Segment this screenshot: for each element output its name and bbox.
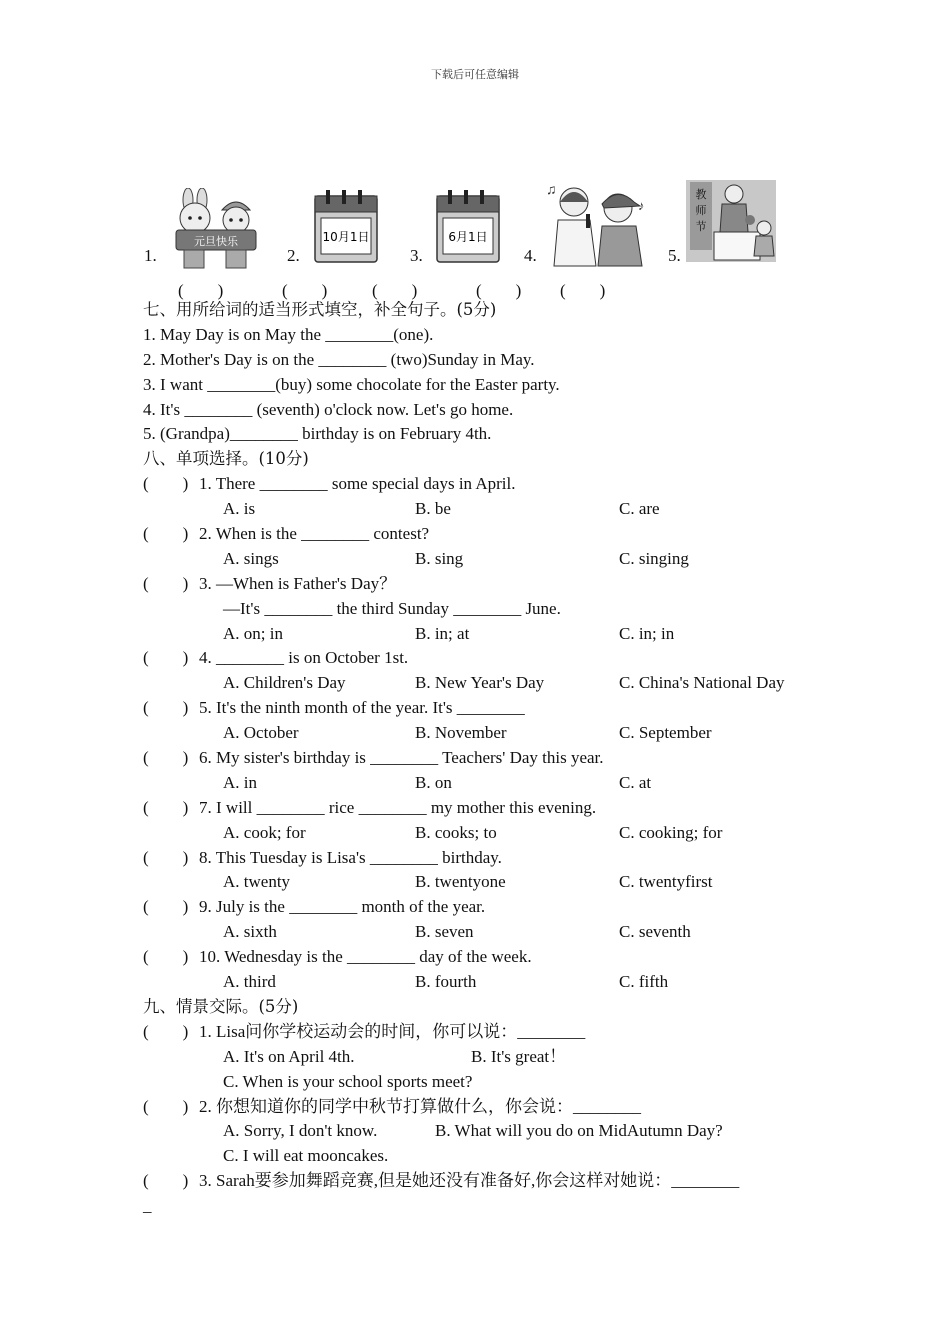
option-b: B. on	[415, 772, 452, 792]
question-text: 9. July is the ________ month of the year.	[199, 897, 486, 917]
worksheet-body	[143, 298, 823, 1219]
option-b: B. in; at	[415, 623, 470, 643]
question-text: 3. Sarah要参加舞蹈竞赛,但是她还没有准备好,你会这样对她说：________	[199, 1171, 740, 1191]
option-a: A. It's on April 4th.	[223, 1046, 355, 1066]
s9-question-2	[143, 1095, 823, 1120]
option-c: C. China's National Day	[619, 673, 785, 693]
s7-item-4: 4. It's ________ (seventh) o'clock now. Let's go home.	[143, 399, 514, 419]
calendar-date: 6月1日	[448, 230, 488, 244]
s7-item-2: 2. Mother's Day is on the ________ (two)Sunday in May.	[143, 349, 535, 369]
answer-blank[interactable]: ( )	[143, 524, 189, 544]
s7-item-3: 3. I want ________(buy) some chocolate for the Easter party.	[143, 374, 560, 394]
question-text: 4. ________ is on October 1st.	[199, 648, 409, 668]
s8-q5-options	[143, 721, 823, 746]
svg-text:♫: ♫	[546, 183, 557, 198]
s8-question-5	[143, 696, 823, 721]
option-c: C. are	[619, 499, 660, 519]
s9-q2-option-c: C. I will eat mooncakes.	[223, 1146, 389, 1166]
option-c: C. seventh	[619, 922, 691, 942]
s8-q3-options	[143, 622, 823, 647]
picture-number-3: 3.	[410, 246, 423, 265]
s9-q1-option-c: C. When is your school sports meet?	[223, 1071, 473, 1091]
answer-blank[interactable]: ( )	[143, 847, 189, 867]
s8-q6-options	[143, 771, 823, 796]
question-text: 5. It's the ninth month of the year. It's ________	[199, 698, 525, 718]
s8-question-1	[143, 472, 823, 497]
s7-item-1: 1. May Day is on May the ________(one).	[143, 324, 434, 344]
s8-q9-options	[143, 920, 823, 945]
question-text: 3. —When is Father's Day？	[199, 573, 397, 593]
s8-q10-options	[143, 970, 823, 995]
answer-blank[interactable]: ( )	[143, 698, 189, 718]
board-char-3: 节	[695, 220, 707, 233]
option-b: B. sing	[415, 548, 464, 568]
s8-q1-options	[143, 497, 823, 522]
option-c: C. cooking; for	[619, 822, 723, 842]
s8-question-3-line-2: —It's ________ the third Sunday ________ June.	[223, 598, 561, 618]
section-7-title: 七、用所给词的适当形式填空，补全句子。(5分)	[143, 300, 497, 319]
option-a: A. third	[223, 972, 276, 992]
question-text: 8. This Tuesday is Lisa's ________ birthday.	[199, 847, 502, 867]
page-header: 下载后可任意编辑	[431, 68, 519, 81]
calendar-june-picture	[434, 188, 502, 264]
option-b: B. It's great！	[471, 1046, 567, 1066]
answer-blank[interactable]: ( )	[143, 474, 189, 494]
option-b: B. be	[415, 499, 451, 519]
s8-q7-options	[143, 821, 823, 846]
answer-blank-1[interactable]: ( )	[178, 281, 224, 300]
question-text: 2. 你想知道你的同学中秋节打算做什么，你会说：________	[199, 1096, 641, 1116]
option-b: B. twentyone	[415, 872, 506, 892]
calendar-date: 10月1日	[322, 230, 370, 244]
answer-blank-3[interactable]: ( )	[372, 281, 418, 300]
s9-q2-options	[143, 1119, 823, 1144]
board-char-1: 教	[695, 188, 707, 201]
answer-blank[interactable]: ( )	[143, 1171, 189, 1191]
option-a: A. Sorry, I don't know.	[223, 1121, 378, 1141]
option-b: B. New Year's Day	[415, 673, 545, 693]
answer-blank[interactable]: ( )	[143, 573, 189, 593]
answer-blank[interactable]: ( )	[143, 1096, 189, 1116]
option-c: C. fifth	[619, 972, 669, 992]
question-text: 7. I will ________ rice ________ my mother this evening.	[199, 797, 597, 817]
picture-row	[142, 178, 802, 270]
s8-q4-options	[143, 671, 823, 696]
s8-question-9	[143, 895, 823, 920]
option-c: C. in; in	[619, 623, 675, 643]
s8-question-10	[143, 945, 823, 970]
singers-picture	[544, 180, 652, 268]
option-a: A. sings	[223, 548, 279, 568]
answer-blank-2[interactable]: ( )	[282, 281, 328, 300]
svg-text:♪: ♪	[638, 198, 645, 213]
section-8-title: 八、单项选择。(10分)	[143, 449, 309, 469]
option-a: A. in	[223, 772, 257, 792]
option-a: A. Children's Day	[223, 673, 346, 693]
option-c: C. September	[619, 723, 712, 743]
question-text: 10. Wednesday is the ________ day of the week.	[199, 947, 532, 967]
s9-question-3	[143, 1169, 823, 1194]
option-a: A. sixth	[223, 922, 277, 942]
answer-blank[interactable]: ( )	[143, 748, 189, 768]
picture-number-5: 5.	[668, 246, 681, 265]
option-b: B. November	[415, 723, 507, 743]
option-a: A. is	[223, 499, 256, 519]
answer-blank[interactable]: ( )	[143, 648, 189, 668]
option-b: B. cooks; to	[415, 822, 497, 842]
option-c: C. twentyfirst	[619, 872, 713, 892]
option-a: A. on; in	[223, 623, 283, 643]
s8-q8-options	[143, 870, 823, 895]
answer-blank-4[interactable]: ( )	[476, 281, 522, 300]
calendar-oct-picture	[312, 188, 380, 264]
section-9-title: 九、情景交际。(5分)	[143, 996, 299, 1016]
answer-blank[interactable]: ( )	[143, 1021, 189, 1041]
answer-blank[interactable]: ( )	[143, 897, 189, 917]
option-a: A. cook; for	[223, 822, 306, 842]
option-b: B. fourth	[415, 972, 477, 992]
question-text: 1. Lisa问你学校运动会的时间，你可以说：________	[199, 1021, 586, 1041]
s8-question-6	[143, 746, 823, 771]
sign-text: 元旦快乐	[194, 235, 238, 248]
board-char-2: 师	[695, 204, 707, 217]
option-c: C. singing	[619, 548, 689, 568]
picture-number-4: 4.	[524, 246, 537, 265]
s8-question-8	[143, 846, 823, 871]
option-b: B. What will you do on MidAutumn Day?	[435, 1121, 723, 1141]
s8-question-3	[143, 572, 823, 597]
question-text: 2. When is the ________ contest?	[199, 524, 430, 544]
option-b: B. seven	[415, 922, 474, 942]
answer-blank[interactable]: ( )	[143, 947, 189, 967]
answer-blank[interactable]: ( )	[143, 797, 189, 817]
s9-q1-options	[143, 1045, 823, 1070]
option-a: A. October	[223, 723, 299, 743]
s7-item-5: 5. (Grandpa)________ birthday is on February 4th.	[143, 424, 492, 444]
picture-number-2: 2.	[287, 246, 300, 265]
option-c: C. at	[619, 772, 652, 792]
question-text: 1. There ________ some special days in April.	[199, 474, 516, 494]
question-text: 6. My sister's birthday is ________ Teachers' Day this year.	[199, 748, 604, 768]
new-year-kids-picture	[168, 188, 264, 270]
teachers-day-picture	[686, 180, 776, 262]
s8-question-4	[143, 646, 823, 671]
s9-question-1	[143, 1020, 823, 1045]
s8-question-2	[143, 522, 823, 547]
answer-parens-row	[142, 276, 802, 298]
s8-question-7	[143, 796, 823, 821]
option-a: A. twenty	[223, 872, 291, 892]
s9-q3-tail: _	[143, 1196, 152, 1216]
s8-q2-options	[143, 547, 823, 572]
picture-number-1: 1.	[144, 246, 157, 265]
answer-blank-5[interactable]: ( )	[560, 281, 606, 300]
